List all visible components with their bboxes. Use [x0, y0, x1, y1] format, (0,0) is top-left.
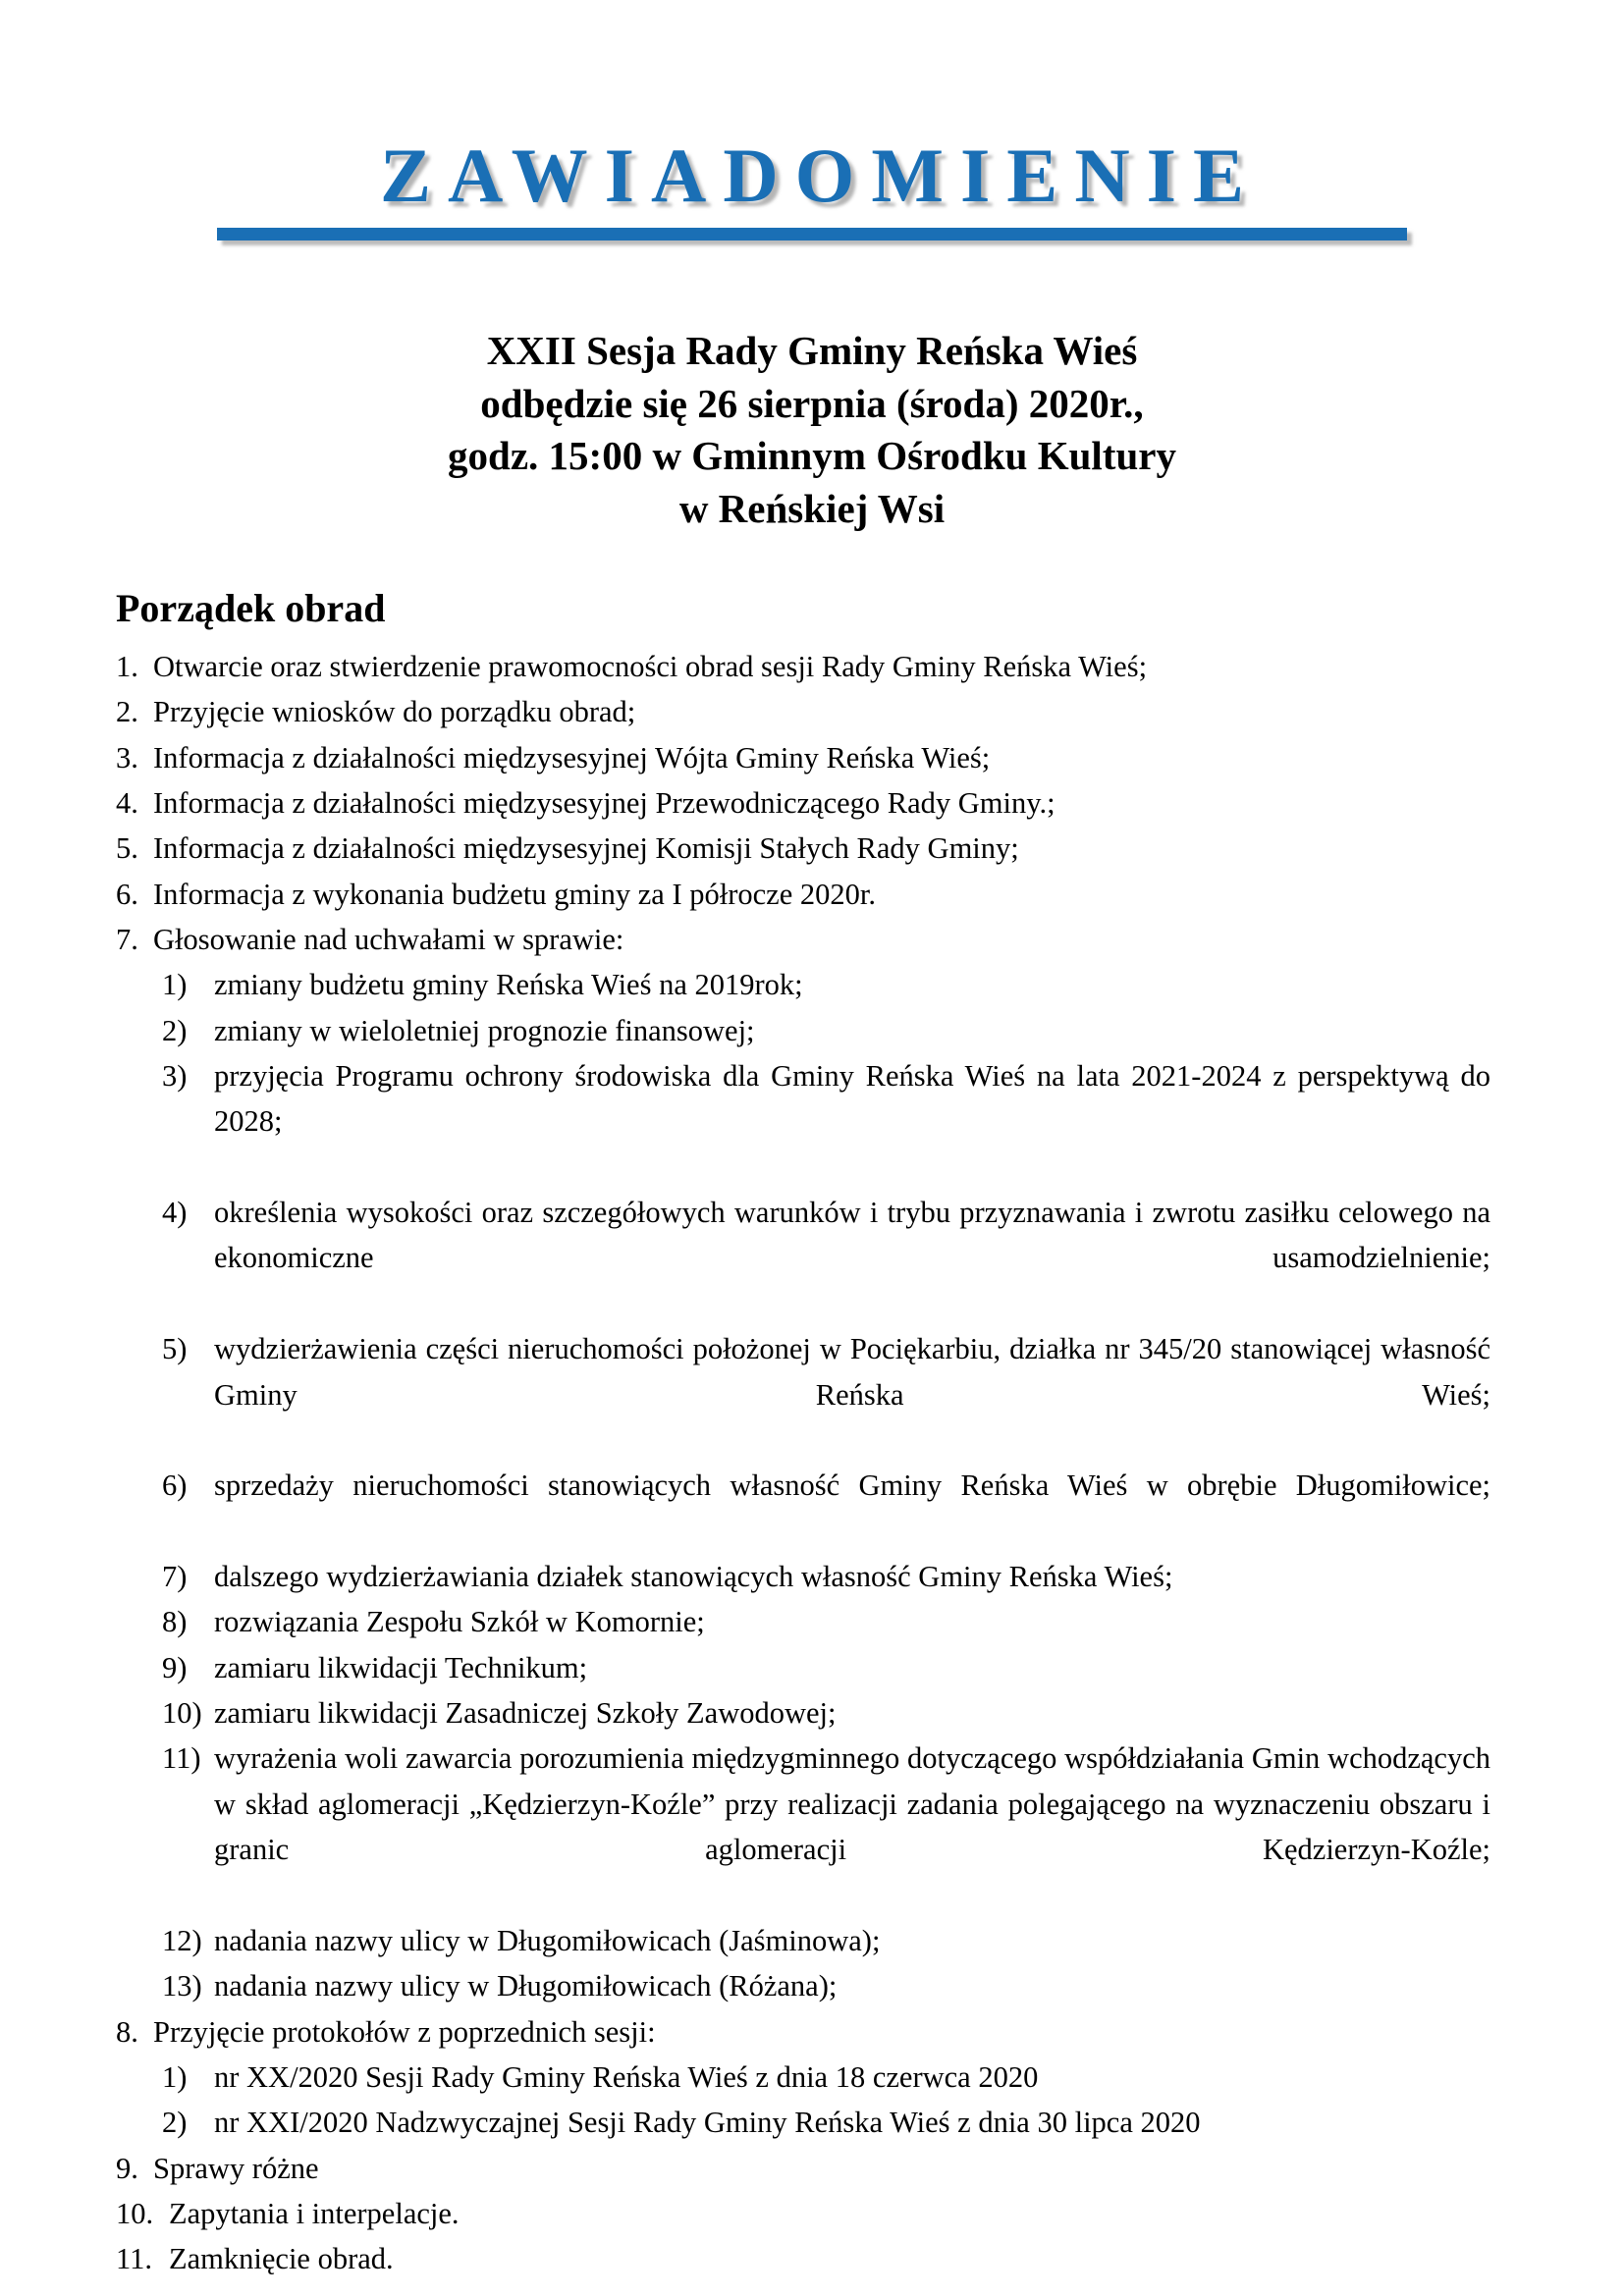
agenda-subitem-marker: 13)	[162, 1969, 202, 2003]
subtitle-line-3: godz. 15:00 w Gminnym Ośrodku Kultury	[448, 433, 1176, 479]
agenda-subitem-text: nadania nazwy ulicy w Długomiłowicach (Różana);	[214, 1969, 838, 2003]
agenda-item	[116, 689, 1490, 734]
agenda-sublist-resolutions	[116, 962, 1490, 2008]
agenda-subitem-marker: 6)	[162, 1468, 188, 1503]
agenda-subitem	[162, 2055, 1490, 2100]
agenda-item-text: Głosowanie nad uchwałami w sprawie:	[153, 922, 624, 956]
agenda-item	[116, 872, 1490, 917]
agenda-subitem-text: rozwiązania Zespołu Szkół w Komornie;	[214, 1605, 705, 1639]
agenda-subitem	[162, 1918, 1490, 1963]
agenda-item	[116, 917, 1490, 962]
agenda-subitem-marker: 10)	[162, 1696, 202, 1731]
agenda-subitem-marker: 5)	[162, 1332, 188, 1366]
agenda-item	[116, 2146, 1490, 2191]
agenda-subitem	[162, 1690, 1490, 1735]
agenda-subitem-marker: 9)	[162, 1650, 188, 1684]
agenda-subitem	[162, 1326, 1490, 1463]
agenda-subitem-text: przyjęcia Programu ochrony środowiska dla Gminy Reńska Wieś na lata 2021-2024 z perspektywą do 2028;	[214, 1059, 1490, 1139]
agenda-subitem-text: wyrażenia woli zawarcia porozumienia międzygminnego dotyczącego współdziałania Gmin wchodzących w skład aglomeracji „Kędzierzyn-Koźle” przy realizacji zadania polegającego na wyznaczeniu obszaru i granic aglomeracji Kędzierzyn-Koźle;	[214, 1741, 1490, 1867]
agenda-subitem-marker: 8)	[162, 1605, 188, 1639]
agenda-item	[116, 780, 1490, 826]
agenda-item-text: Zapytania i interpelacje.	[169, 2197, 460, 2231]
agenda-subitem-marker: 7)	[162, 1560, 188, 1593]
agenda-item-text: Sprawy różne	[153, 2151, 319, 2185]
masthead	[0, 0, 1624, 240]
agenda-subitem	[162, 1645, 1490, 1690]
subtitle-line-1: XXII Sesja Rady Gminy Reńska Wieś	[486, 328, 1138, 373]
agenda-subitem-text: zmiany budżetu gminy Reńska Wieś na 2019rok;	[214, 968, 803, 1002]
title-underline-bar	[217, 228, 1407, 240]
agenda-subitem-marker: 1)	[162, 2059, 188, 2094]
agenda-subitem-marker: 12)	[162, 1923, 202, 1957]
agenda-item-marker: 8.	[116, 2014, 138, 2049]
agenda-subitem-marker: 2)	[162, 1013, 188, 1047]
agenda-item-marker: 7.	[116, 922, 138, 956]
agenda-subitem-text: zamiaru likwidacji Zasadniczej Szkoły Zawodowej;	[214, 1696, 837, 1731]
agenda-subitem-marker: 2)	[162, 2106, 188, 2140]
agenda-item	[116, 2236, 1490, 2281]
session-subtitle	[0, 325, 1624, 536]
agenda-subitem-text: nr XXI/2020 Nadzwyczajnej Sesji Rady Gminy Reńska Wieś z dnia 30 lipca 2020	[214, 2106, 1201, 2140]
subtitle-line-4: w Reńskiej Wsi	[678, 486, 946, 532]
agenda-subitem-marker: 3)	[162, 1059, 188, 1094]
agenda-subitem-text: zmiany w wieloletniej prognozie finansowej;	[214, 1013, 755, 1047]
page-title: ZAWIADOMIENIE	[379, 133, 1262, 218]
agenda-subitem-text: dalszego wydzierżawiania działek stanowiących własność Gminy Reńska Wieś;	[214, 1560, 1173, 1593]
agenda-item-text: Zamknięcie obrad.	[169, 2242, 394, 2276]
agenda-subitem-text: nr XX/2020 Sesji Rady Gminy Reńska Wieś z dnia 18 czerwca 2020	[214, 2059, 1039, 2094]
subtitle-line-2: odbędzie się 26 sierpnia (środa) 2020r.,	[480, 380, 1144, 426]
agenda-item-marker: 1.	[116, 649, 138, 683]
agenda-item-marker: 10.	[116, 2197, 154, 2231]
agenda-item	[116, 2191, 1490, 2236]
agenda-subitem	[162, 1190, 1490, 1326]
agenda-item-text: Informacja z działalności międzysesyjnej Komisji Stałych Rady Gminy;	[153, 831, 1019, 866]
agenda-item-marker: 2.	[116, 695, 138, 729]
agenda-heading: Porządek obrad	[116, 585, 386, 630]
agenda-item-marker: 5.	[116, 831, 138, 866]
agenda-subitem	[162, 1599, 1490, 1644]
agenda-subitem	[162, 1735, 1490, 1917]
agenda-subitem-text: sprzedaży nieruchomości stanowiących własność Gminy Reńska Wieś w obrębie Długomiłowice;	[214, 1468, 1490, 1503]
agenda-subitem	[162, 1463, 1490, 1554]
agenda-subitem-text: wydzierżawienia części nieruchomości położonej w Pociękarbiu, działka nr 345/20 stanowiącej własność Gminy Reńska Wieś;	[214, 1332, 1490, 1412]
agenda-subitem	[162, 1554, 1490, 1599]
agenda-item-marker: 9.	[116, 2151, 138, 2185]
agenda-item-text: Informacja z wykonania budżetu gminy za I półrocze 2020r.	[153, 877, 876, 911]
agenda-subitem	[162, 1963, 1490, 2008]
agenda-section	[0, 585, 1624, 2282]
agenda-item-marker: 6.	[116, 877, 138, 911]
agenda-item	[116, 735, 1490, 780]
agenda-subitem	[162, 1008, 1490, 1053]
agenda-item-text: Przyjęcie wniosków do porządku obrad;	[153, 695, 636, 729]
agenda-item-marker: 4.	[116, 785, 138, 820]
agenda-subitem	[162, 962, 1490, 1007]
agenda-item-marker: 3.	[116, 740, 138, 774]
agenda-item-text: Informacja z działalności międzysesyjnej Przewodniczącego Rady Gminy.;	[153, 785, 1056, 820]
agenda-subitem-marker: 11)	[162, 1741, 201, 1776]
agenda-subitem-marker: 4)	[162, 1196, 188, 1230]
agenda-subitem	[162, 2100, 1490, 2145]
agenda-item	[116, 644, 1490, 689]
agenda-subitem	[162, 1053, 1490, 1190]
agenda-item	[116, 2009, 1490, 2055]
agenda-item	[116, 826, 1490, 871]
agenda-subitem-text: zamiaru likwidacji Technikum;	[214, 1650, 588, 1684]
agenda-subitem-marker: 1)	[162, 968, 188, 1002]
agenda-subitem-text: określenia wysokości oraz szczegółowych warunków i trybu przyznawania i zwrotu zasiłku celowego na ekonomiczne usamodzielnienie;	[214, 1196, 1490, 1275]
agenda-sublist-protocols	[116, 2055, 1490, 2146]
agenda-subitem-text: nadania nazwy ulicy w Długomiłowicach (Jaśminowa);	[214, 1923, 881, 1957]
agenda-item-text: Otwarcie oraz stwierdzenie prawomocności obrad sesji Rady Gminy Reńska Wieś;	[153, 649, 1148, 683]
agenda-item-marker: 11.	[116, 2242, 152, 2276]
agenda-item-text: Przyjęcie protokołów z poprzednich sesji:	[153, 2014, 656, 2049]
agenda-item-text: Informacja z działalności międzysesyjnej Wójta Gminy Reńska Wieś;	[153, 740, 991, 774]
